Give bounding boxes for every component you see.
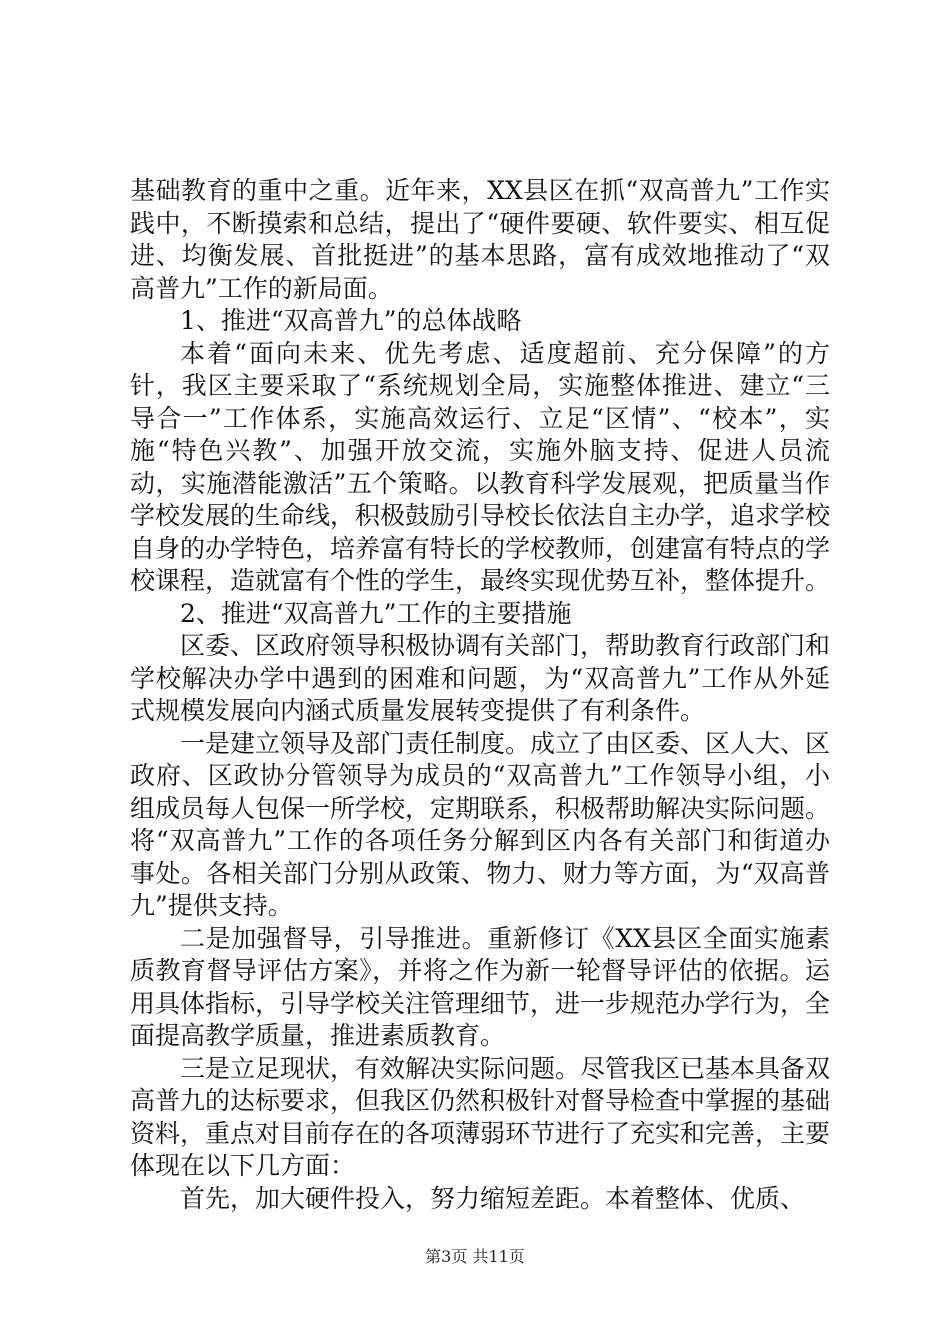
section-heading-1: 1、推进“双高普九”的总体战略 xyxy=(180,306,522,335)
paragraph-first-point: 首先，加大硬件投入，努力缩短差距。本着整体、优质、 xyxy=(180,1183,806,1213)
paragraph-measure-two: 二是加强督导，引导推进。重新修订《XX县区全面实施素质教育督导评估方案》，并将之作为新一轮督导评估的依据。运用具体指标，引导学校关注管理细节，进一步规范办学行为，全面提高教学质量，推进素质教育。 xyxy=(130,923,831,1050)
paragraph-measure-one: 一是建立领导及部门责任制度。成立了由区委、区人大、区政府、区政协分管领导为成员的“双高普九”工作领导小组，小组成员每人包保一所学校，定期联系，积极帮助解决实际问题。将“双高普九”工作的各项任务分解到区内各有关部门和街道办事处。各相关部门分别从政策、物力、财力等方面，为“双高普九”提供支持。 xyxy=(130,728,831,920)
section-heading-2: 2、推进“双高普九”工作的主要措施 xyxy=(180,598,572,628)
paragraph-measures-intro: 区委、区政府领导积极协调有关部门，帮助教育行政部门和学校解决办学中遇到的困难和问题，为“双高普九”工作从外延式规模发展向内涵式质量发展转变提供了有利条件。 xyxy=(130,631,831,725)
paragraph-measure-three: 三是立足现状，有效解决实际问题。尽管我区已基本具备双高普九的达标要求，但我区仍然积极针对督导检查中掌握的基础资料，重点对目前存在的各项薄弱环节进行了充实和完善，主要体现在以下几方面： xyxy=(130,1053,831,1180)
document-body xyxy=(130,175,830,1215)
page-footer: 第3页 共11页 xyxy=(425,1247,525,1266)
paragraph-strategy: 本着“面向未来、优先考虑、适度超前、充分保障”的方针，我区主要采取了“系统规划全局，实施整体推进、建立“三导合一”工作体系，实施高效运行、立足“区情”、“校本”，实施“特色兴教”、加强开放交流，实施外脑支持、促进人员流动，实施潜能激活”五个策略。以教育科学发展观，把质量当作学校发展的生命线，积极鼓励引导校长依法自主办学，追求学校自身的办学特色，培养富有特长的学校教师，创建富有特点的学校课程，造就富有个性的学生，最终实现优势互补，整体提升。 xyxy=(130,338,831,595)
paragraph-continuation: 基础教育的重中之重。近年来，XX县区在抓“双高普九”工作实践中，不断摸索和总结，提出了“硬件要硬、软件要实、相互促进、均衡发展、首批挺进”的基本思路，富有成效地推动了“双高普九”工作的新局面。 xyxy=(130,176,830,303)
